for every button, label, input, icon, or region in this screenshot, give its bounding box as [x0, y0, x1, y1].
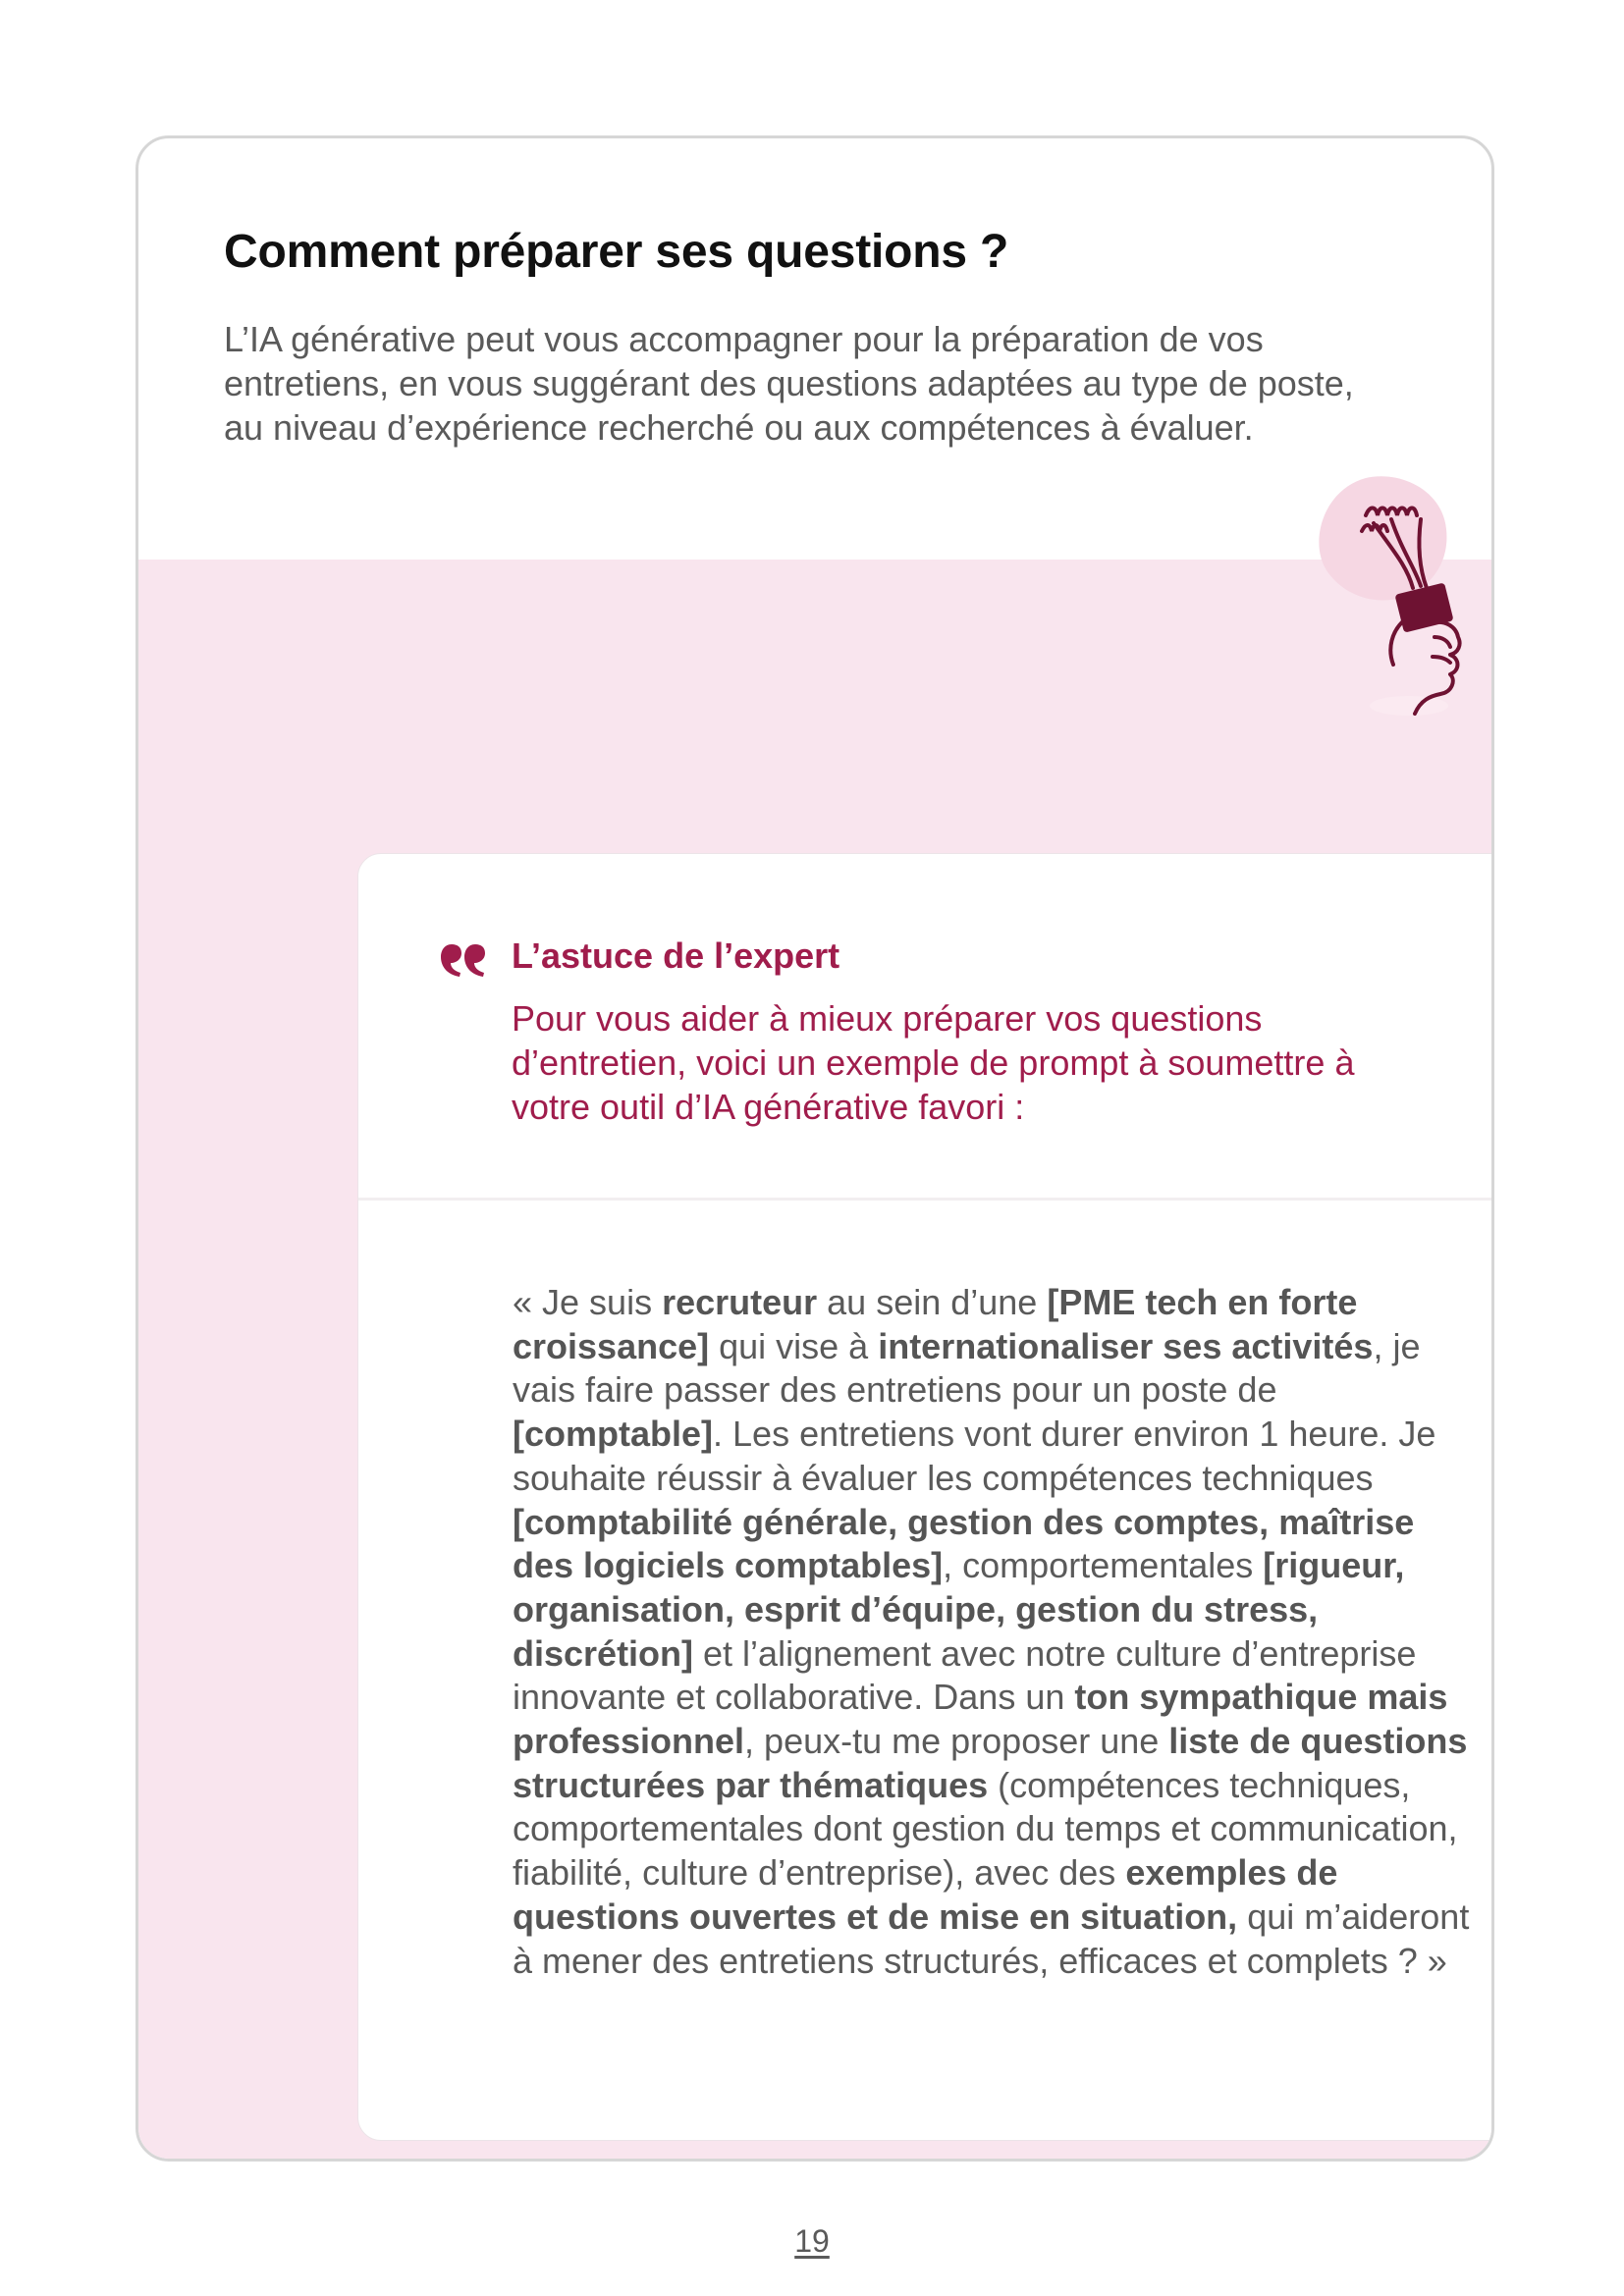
- prompt-highlight: recruteur: [662, 1282, 818, 1322]
- divider: [358, 1198, 1494, 1201]
- illustration-shadow: [1370, 696, 1448, 716]
- intro-paragraph: L’IA générative peut vous accompagner pour la préparation de vos entretiens, en vous suggérant des questions adaptées au type de poste, au niveau d’expérience recherché ou aux compétences à évaluer.: [224, 319, 1354, 448]
- prompt-highlight: [comptabilité générale, gestion des comptes, maîtrise des logiciels comptables]: [513, 1501, 1415, 1586]
- quote-icon: [440, 942, 487, 978]
- prompt-text: , peux-tu me proposer une: [744, 1721, 1169, 1762]
- prompt-text: au sein d’une: [817, 1282, 1048, 1322]
- prompt-highlight: liste de questions structurées par thématiques: [513, 1721, 1468, 1805]
- page-number: 19: [794, 2223, 830, 2259]
- prompt-text: et l’alignement avec notre culture d’entreprise innovante et collaborative. Dans un: [513, 1632, 1417, 1718]
- expert-tip-box: [357, 853, 1494, 2141]
- hand-holding-speaker-icon: [1199, 472, 1494, 718]
- content-card: [135, 135, 1494, 2162]
- page-title: Comment préparer ses questions ?: [224, 226, 1009, 278]
- prompt-highlight: [PME tech en forte croissance]: [513, 1282, 1358, 1366]
- prompt-text: . Les entretiens vont durer environ 1 heure. Je souhaite réussir à évaluer les compétences techniques: [513, 1414, 1436, 1498]
- prompt-highlight: ton sympathique mais professionnel: [513, 1677, 1448, 1762]
- prompt-highlight: [rigueur, organisation, esprit d’équipe, gestion du stress, discrétion]: [513, 1545, 1405, 1674]
- prompt-text: qui m’aideront à mener des entretiens structurés, efficaces et complets ? »: [513, 1896, 1470, 1981]
- prompt-text: qui vise à: [709, 1325, 879, 1366]
- tip-heading: L’astuce de l’expert: [512, 935, 840, 976]
- tip-text: Pour vous aider à mieux préparer vos questions d’entretien, voici un exemple de prompt à soumettre à votre outil d’IA générative favori :: [512, 998, 1355, 1127]
- prompt-text: , je vais faire passer des entretiens pour un poste de: [513, 1325, 1421, 1411]
- prompt-highlight: exemples de questions ouvertes et de mise en situation,: [513, 1852, 1338, 1937]
- prompt-highlight: [comptable]: [513, 1414, 714, 1455]
- prompt-text: (compétences techniques, comportementales dont gestion du temps et communication, fiabilité, culture d’entreprise), avec des: [513, 1764, 1458, 1894]
- prompt-highlight: internationaliser ses activités: [878, 1325, 1374, 1366]
- prompt-example: [513, 1281, 1485, 1983]
- prompt-text: « Je suis: [513, 1282, 663, 1322]
- prompt-text: , comportementales: [943, 1545, 1264, 1586]
